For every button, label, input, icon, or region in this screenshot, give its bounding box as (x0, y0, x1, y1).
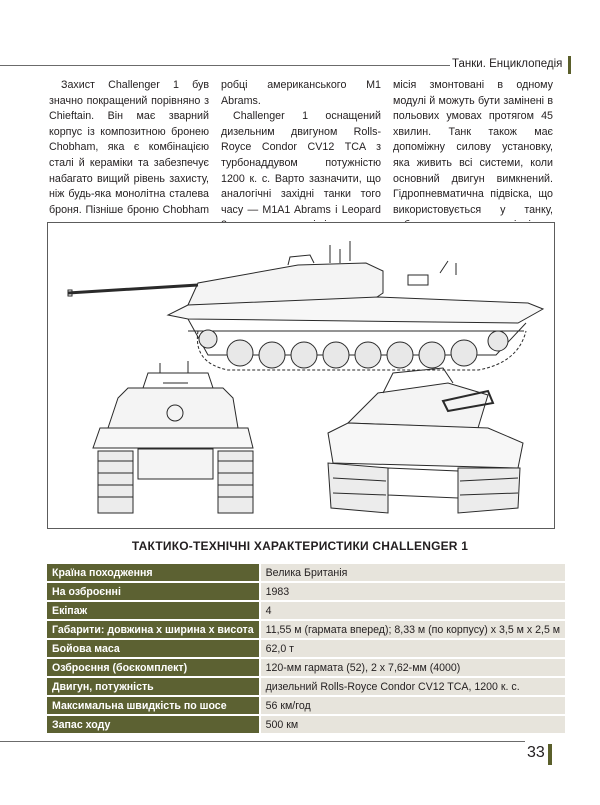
running-header-title: Танки. Енциклопедія (452, 58, 563, 70)
table-row (47, 677, 565, 696)
table-row (47, 715, 565, 734)
tank-line-drawing (48, 223, 554, 528)
spec-value: 56 км/год (260, 696, 565, 715)
table-row (47, 658, 565, 677)
tank-front-view (93, 361, 253, 513)
table-row (47, 696, 565, 715)
side-road-wheels (199, 330, 508, 368)
paragraph: Challenger 1 оснащений дизельним двигуном Rolls-Royce Condor CV12 TCA з турбонаддувом потужністю 1200 к. с. Варто зазначити, що аналогічні західні танки того часу — M1A1 Abrams і Leopard (221, 110, 381, 216)
text-column-1 (49, 78, 209, 234)
spec-value: Велика Британія (260, 564, 565, 582)
table-row (47, 564, 565, 582)
table-row (47, 601, 565, 620)
spec-value: дизельний Rolls-Royce Condor CV12 TCA, 1200 к. с. (260, 677, 565, 696)
spec-value: 500 км (260, 715, 565, 734)
spec-value: 120-мм гармата (52), 2 х 7,62-мм (4000) (260, 658, 565, 677)
table-row (47, 639, 565, 658)
spec-label: Країна походження (47, 564, 260, 582)
spec-label: Екіпаж (47, 601, 260, 620)
spec-value: 11,55 м (гармата вперед); 8,33 м (по корпусу) х 3,5 м х 2,5 м (260, 620, 565, 639)
spec-label: На озброєнні (47, 582, 260, 601)
text-column-3 (393, 78, 553, 234)
spec-value: 1983 (260, 582, 565, 601)
spec-label: Габарити: довжина х ширина х висота (47, 620, 260, 639)
page-number: 33 (527, 744, 545, 761)
table-row (47, 582, 565, 601)
tank-perspective-view (328, 368, 523, 513)
table-row (47, 620, 565, 639)
header-accent-bar (568, 56, 571, 74)
specs-table-title: ТАКТИКО-ТЕХНІЧНІ ХАРАКТЕРИСТИКИ CHALLENGER 1 (131, 539, 469, 553)
body-text (49, 78, 553, 216)
spec-label: Бойова маса (47, 639, 260, 658)
header-rule (0, 65, 450, 66)
tank-side-view (68, 241, 543, 370)
footer-accent-bar (548, 744, 552, 765)
paragraph-continuation: місія змонтовані в одному модулі й можуть бути замінені в польових умовах протягом 45 хвилин. Танк також має допоміжну силову установку, яка живить всі системи, коли основний двигун вимкнений. Гідропневматична підвіска, що використовується у танку, (393, 79, 553, 216)
spec-value: 62,0 т (260, 639, 565, 658)
spec-label: Двигун, потужність (47, 677, 260, 696)
paragraph: Захист Challenger 1 був значно покращений порівняно з Chieftain. Він має зварний корпус із композитною бронею Chobham, яка є комбінацією сталі й кераміки та забезпечує набагато вищий рівень захисту, ніж будь-яка монолітна сталева броня. Пізніше броню Chobham (49, 79, 209, 216)
tank-drawing-figure (47, 222, 555, 529)
paragraph-continuation: робці американського M1 Abrams. (221, 79, 381, 107)
spec-label: Озброєння (боєкомплект) (47, 658, 260, 677)
spec-label: Запас ходу (47, 715, 260, 734)
spec-value: 4 (260, 601, 565, 620)
spec-label: Максимальна швидкість по шосе (47, 696, 260, 715)
specs-table (47, 564, 565, 735)
footer-rule (0, 741, 525, 742)
